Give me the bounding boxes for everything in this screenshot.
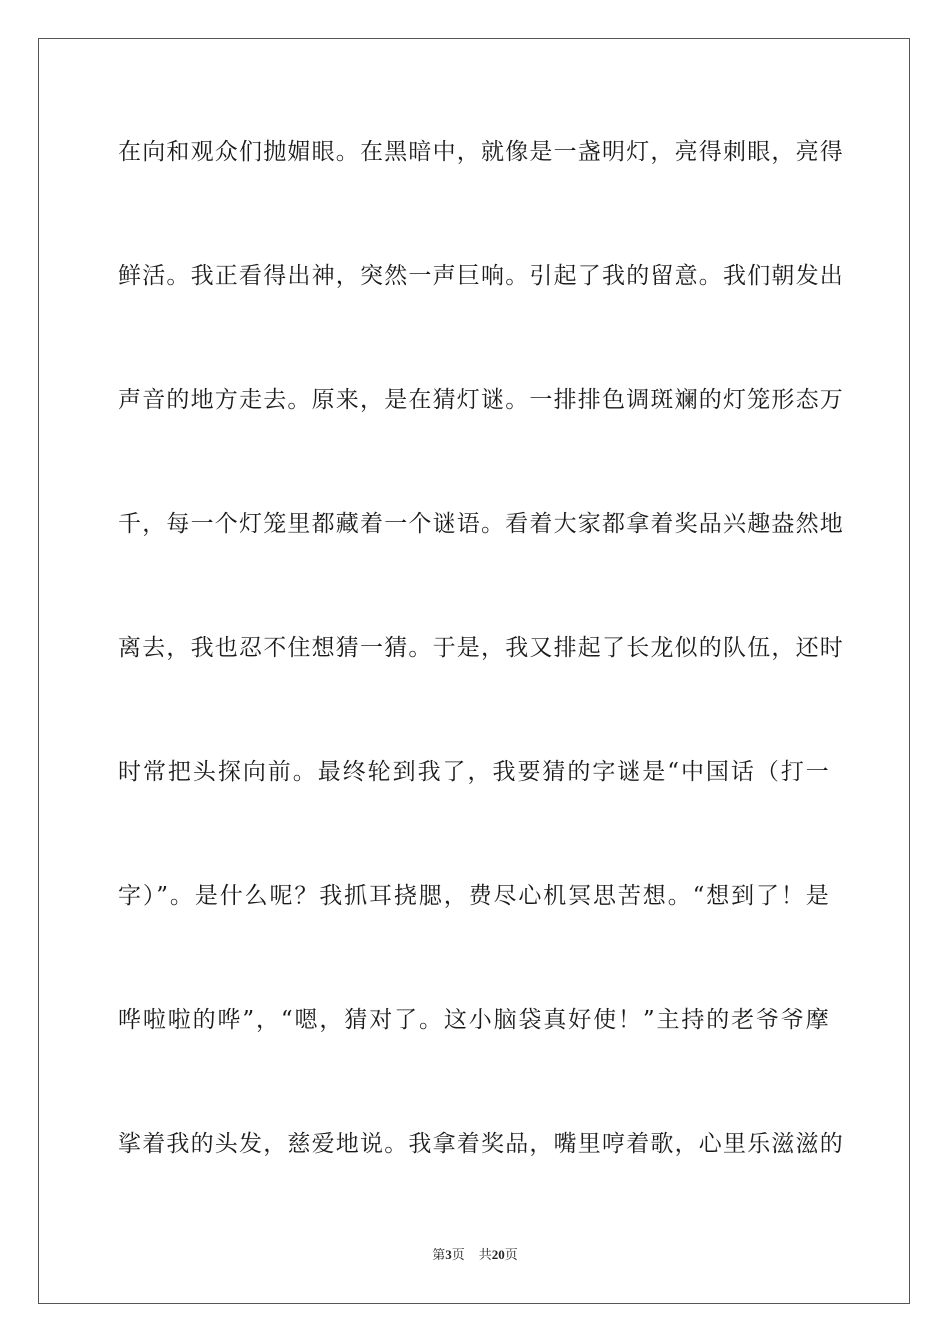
page-prefix: 第 xyxy=(432,1247,446,1262)
text-line-3: 声音的地方走去。原来，是在猜灯谜。一排排色调斑斓的灯笼形态万 xyxy=(118,387,844,413)
text-line-5: 离去，我也忍不住想猜一猜。于是，我又排起了长龙似的队伍，还时 xyxy=(118,635,844,661)
page-total: 20 xyxy=(491,1247,505,1262)
page-border xyxy=(38,38,910,1304)
text-line-4: 千，每一个灯笼里都藏着一个谜语。看着大家都拿着奖品兴趣盎然地 xyxy=(118,511,844,537)
text-line-7: 字）”。是什么呢？我抓耳挠腮，费尽心机冥思苦想。“想到了！是 xyxy=(118,883,830,909)
page-footer xyxy=(0,1247,950,1263)
text-line-6: 时常把头探向前。最终轮到我了，我要猜的字谜是“中国话（打一 xyxy=(118,759,830,785)
text-line-8: 哗啦啦的哗”，“嗯，猜对了。这小脑袋真好使！”主持的老爷爷摩 xyxy=(118,1007,830,1033)
page-current: 3 xyxy=(445,1247,452,1262)
text-line-2: 鲜活。我正看得出神，突然一声巨响。引起了我的留意。我们朝发出 xyxy=(118,263,844,289)
page-unit: 页 xyxy=(451,1247,465,1262)
text-line-9: 挲着我的头发，慈爱地说。我拿着奖品，嘴里哼着歌，心里乐滋滋的 xyxy=(118,1131,844,1157)
total-unit: 页 xyxy=(504,1247,518,1262)
text-line-1: 在向和观众们抛媚眼。在黑暗中，就像是一盏明灯，亮得刺眼，亮得 xyxy=(118,139,844,165)
total-prefix: 共 xyxy=(478,1247,492,1262)
